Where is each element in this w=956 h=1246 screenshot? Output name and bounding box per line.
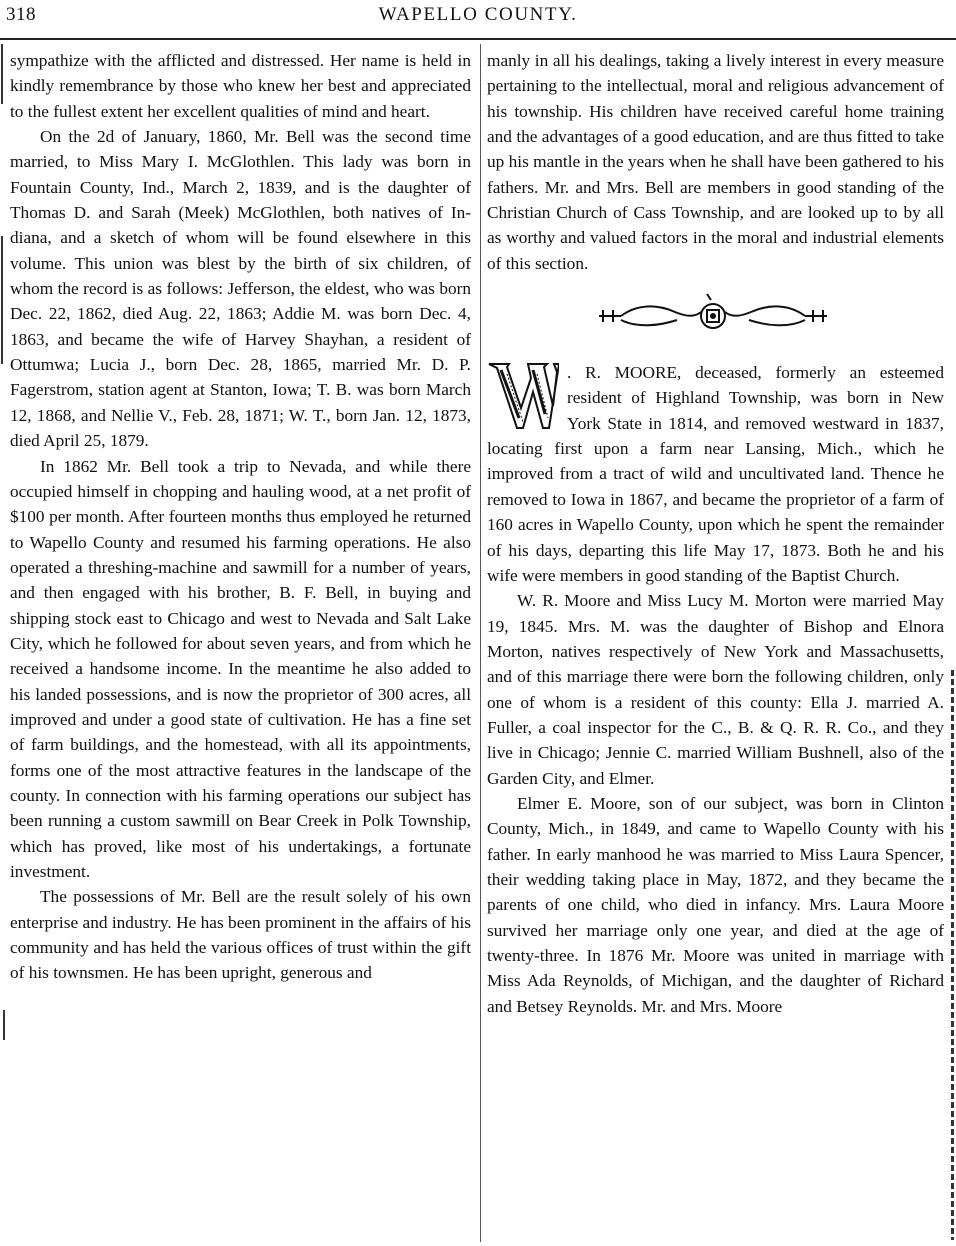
left-paragraph-2: On the 2d of January, 1860, Mr. Bell was the second time married, to Miss Mary I. McGlothlen. This lady was born in Fountain County, Ind., March 2, 1839, and is the daughter of Thomas D. and Sarah (Meek) McGlothlen, both natives of Indiana, and a sketch of whom will be found elsewhere in this volume. This union was blest by the birth of six children, of whom the record is as follows: Jefferson, the eldest, who was born Dec. 22, 1862, died Aug. 22, 1863; Addie M. was born Dec. 4, 1863, and became the wife of Harvey Shayhan, a resident of Ottumwa; Lucia J., born Dec. 28, 1865, married Mr. D. P. Fagerstrom, station agent at Stanton, Iowa; T. B. was born March 12, 1868, and Nellie V., Feb. 28, 1871; W. T., born Jan. 12, 1873, died April 25, 1879.: [10, 127, 471, 451]
column-divider: [480, 44, 481, 1242]
right-paragraph-2-text: . R. MOORE, deceased, formerly an esteemed resident of Highland Township, was born in New York State in 1814, and removed westward in 1837, locating first upon a farm near Lansing, Mich., which he improved from a tract of wild and uncultivated land. Thence he removed to Iowa in 1867, and became the proprietor of a farm of 160 acres in Wapello County, upon which he spent the remainder of his days, departing this life May 17, 1873. Both he and his wife were members in good standing of the Baptist Church.: [487, 363, 944, 585]
right-paragraph-2: [487, 360, 944, 588]
page-number: 318: [6, 4, 36, 25]
margin-mark-right: [951, 670, 954, 1240]
right-paragraph-1: manly in all his dealings, taking a lively interest in every measure pertaining to the intellectual, moral and religious advancement of his township. His children have received careful home training and the advantages of a good education, and are thus fitted to take up his mantle in the years when he shall have been gathered to his fathers. Mr. and Mrs. Bell are members in good standing of the Christian Church of Cass Township, and are looked up to by all as worthy and valued factors in the moral and industrial elements of this section.: [487, 51, 944, 273]
left-column: [10, 48, 471, 986]
left-paragraph-4: The possessions of Mr. Bell are the result solely of his own enterprise and industry. He has been prominent in the affairs of his community and has held the various offices of trust within the gift of his townsmen. He has been upright, generous and: [10, 887, 471, 983]
margin-mark-middle: [1, 236, 3, 364]
margin-mark-top: [1, 44, 3, 104]
left-paragraph-1: sympathize with the afflicted and distressed. Her name is held in kindly remembrance by those who knew her best and appreciated to the fullest extent her excellent qualities of mind and heart.: [10, 51, 471, 121]
right-paragraph-3: W. R. Moore and Miss Lucy M. Morton were married May 19, 1845. Mrs. M. was the daughter of Bishop and Elnora Morton, natives respectively of New York and Massachusetts, and of this marriage there were born the following children, only one of whom is a resident of this county: Ella J. married A. Fuller, a coal inspector for the C., B. & Q. R. R. Co., and they live in Chicago; Jennie C. married William Bushnell, also of the Garden City, and Elmer.: [487, 591, 944, 788]
drop-cap-letter: [567, 360, 568, 361]
right-column: [487, 48, 944, 1019]
decorative-initial-w-icon: [487, 360, 559, 432]
running-title: WAPELLO COUNTY.: [378, 4, 578, 25]
scroll-ornament-icon: [487, 290, 944, 340]
left-paragraph-3: In 1862 Mr. Bell took a trip to Nevada, and while there occupied himself in chopping and hauling wood, at a net profit of $100 per month. After fourteen months thus employed he returned to Wapello County and resumed his farming operations. He also operated a threshing-machine and sawmill for a number of years, and then engaged with his brother, B. F. Bell, in buying and shipping stock east to Chicago and west to Nevada and Salt Lake City, which he followed for about seven years, and from which he received a handsome income. In the meantime he also added to his landed possessions, and is now the proprietor of 300 acres, all improved and under a good state of cultivation. He has a fine set of farm buildings, and the homestead, with all its appointments, forms one of the most attractive features in the landscape of the county. In connection with his farming operations our subject has been running a custom sawmill on Bear Creek in Polk Township, which has proved, like most of his undertakings, a fortunate investment.: [10, 456, 471, 881]
margin-mark-bottom: [3, 1010, 5, 1040]
header-rule: [0, 38, 956, 40]
right-paragraph-4: Elmer E. Moore, son of our subject, was born in Clinton County, Mich., in 1849, and came to Wapello County with his father. In early manhood he was married to Miss Laura Spencer, their wedding taking place in May, 1872, and they became the parents of one child, who died in infancy. Mrs. Laura Moore survived her marriage only one year, and died at the age of twenty-three. In 1876 Mr. Moore was united in marriage with Miss Ada Reynolds, of Michigan, and the daughter of Richard and Betsey Reynolds. Mr. and Mrs. Moore: [487, 793, 944, 1016]
page-header: [0, 2, 956, 30]
